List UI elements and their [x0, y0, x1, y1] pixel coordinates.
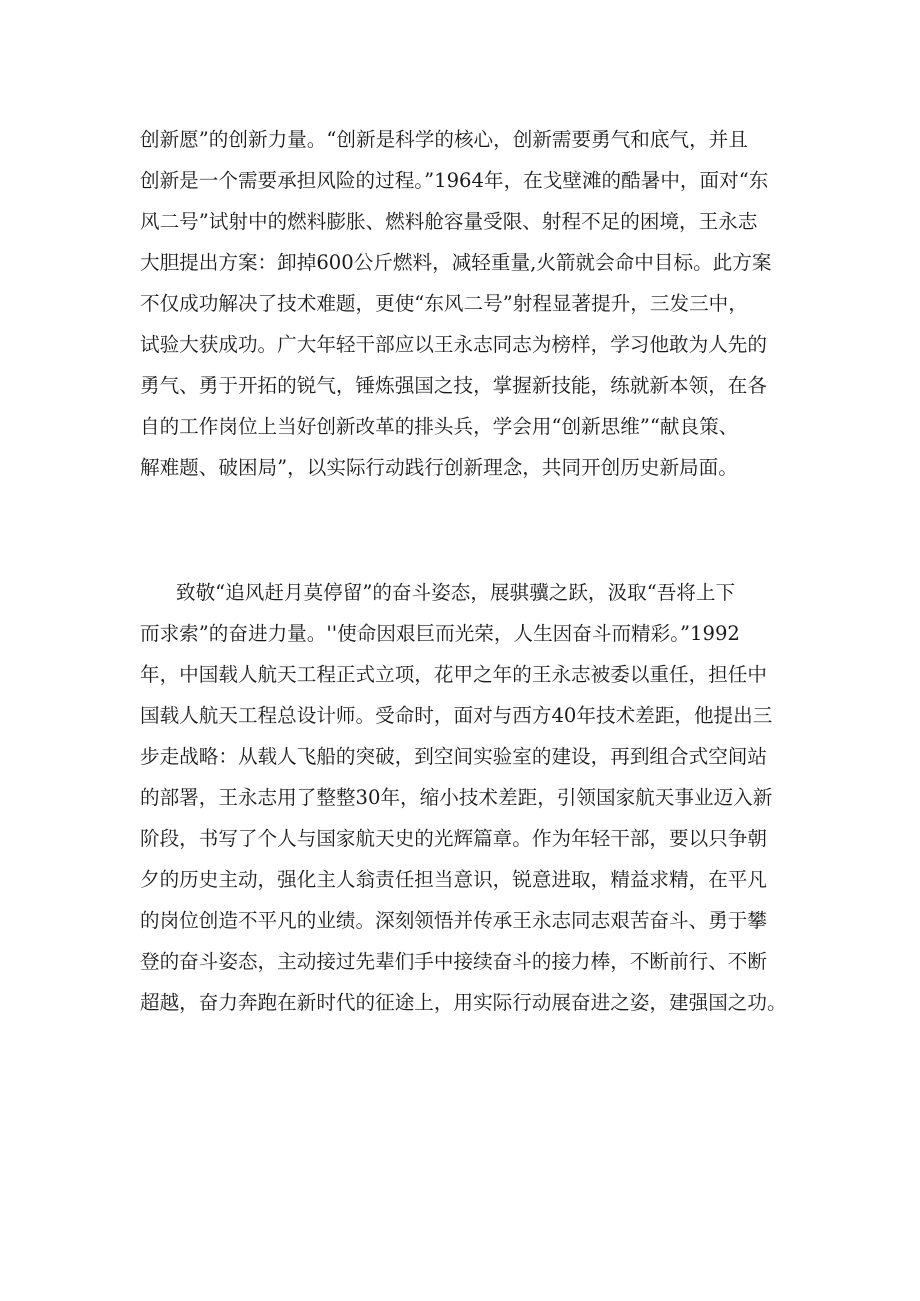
paragraph-2-line: 而求索”的奋进力量。''使命因艰巨而光荣，人生因奋斗而精彩。”1992: [140, 622, 740, 645]
paragraph-2-line: 超越，奋力奔跑在新时代的征途上，用实际行动展奋进之姿，建强国之功。: [140, 991, 787, 1014]
paragraph-1-line: 试验大获成功。广大年轻干部应以王永志同志为榜样，学习他敢为人先的: [140, 333, 767, 356]
paragraph-2-line: 年，中国载人航天工程正式立项，花甲之年的王永志被委以重任，担任中: [140, 663, 767, 686]
paragraph-1-line: 自的工作岗位上当好创新改革的排头兵，学会用“创新思维”“献良策、: [140, 415, 739, 438]
paragraph-2-line: 登的奋斗姿态，主动接过先辈们手中接续奋斗的接力棒，不断前行、不断: [140, 950, 767, 973]
paragraph-2-line: 的岗位创造不平凡的业绩。深刻领悟并传承王永志同志艰苦奋斗、勇于攀: [140, 909, 767, 932]
paragraph-1-line: 勇气、勇于开拓的锐气，锤炼强国之技，掌握新技能，练就新本领，在各: [140, 374, 767, 397]
paragraph-2-line: 致敬“追风赶月莫停留”的奋斗姿态，展骐骥之跃，汲取“吾将上下: [176, 581, 736, 604]
paragraph-1-line: 不仅成功解决了技术难题，更使“东风二号”射程显著提升，三发三中，: [140, 292, 748, 315]
paragraph-2-line: 国载人航天工程总设计师。受命时，面对与西方40年技术差距，他提出三: [140, 704, 773, 727]
paragraph-2-line: 阶段，书写了个人与国家航天史的光辉篇章。作为年轻干部，要以只争朝: [140, 827, 767, 850]
paragraph-2-line: 夕的历史主动，强化主人翁责任担当意识，锐意进取，精益求精，在平凡: [140, 868, 767, 891]
paragraph-2-line: 步走战略：从载人飞船的突破，到空间实验室的建设，再到组合式空间站: [140, 745, 767, 768]
paragraph-2-line: 的部署，王永志用了整整30年，缩小技术差距，引领国家航天事业迈入新: [140, 786, 773, 809]
paragraph-1-line: 风二号”试射中的燃料膨胀、燃料舱容量受限、射程不足的困境，王永志: [140, 210, 758, 233]
paragraph-1-line: 解难题、破困局”，以实际行动践行创新理念，共同开创历史新局面。: [140, 456, 738, 479]
paragraph-1-line: 大胆提出方案：卸掉600公斤燃料，减轻重量,火箭就会命中目标。此方案: [140, 251, 772, 274]
paragraph-1-line: 创新愿”的创新力量。“创新是科学的核心，创新需要勇气和底气，并且: [140, 128, 748, 151]
paragraph-1-line: 创新是一个需要承担风险的过程。”1964年，在戈壁滩的酷暑中，面对“东: [140, 169, 769, 192]
